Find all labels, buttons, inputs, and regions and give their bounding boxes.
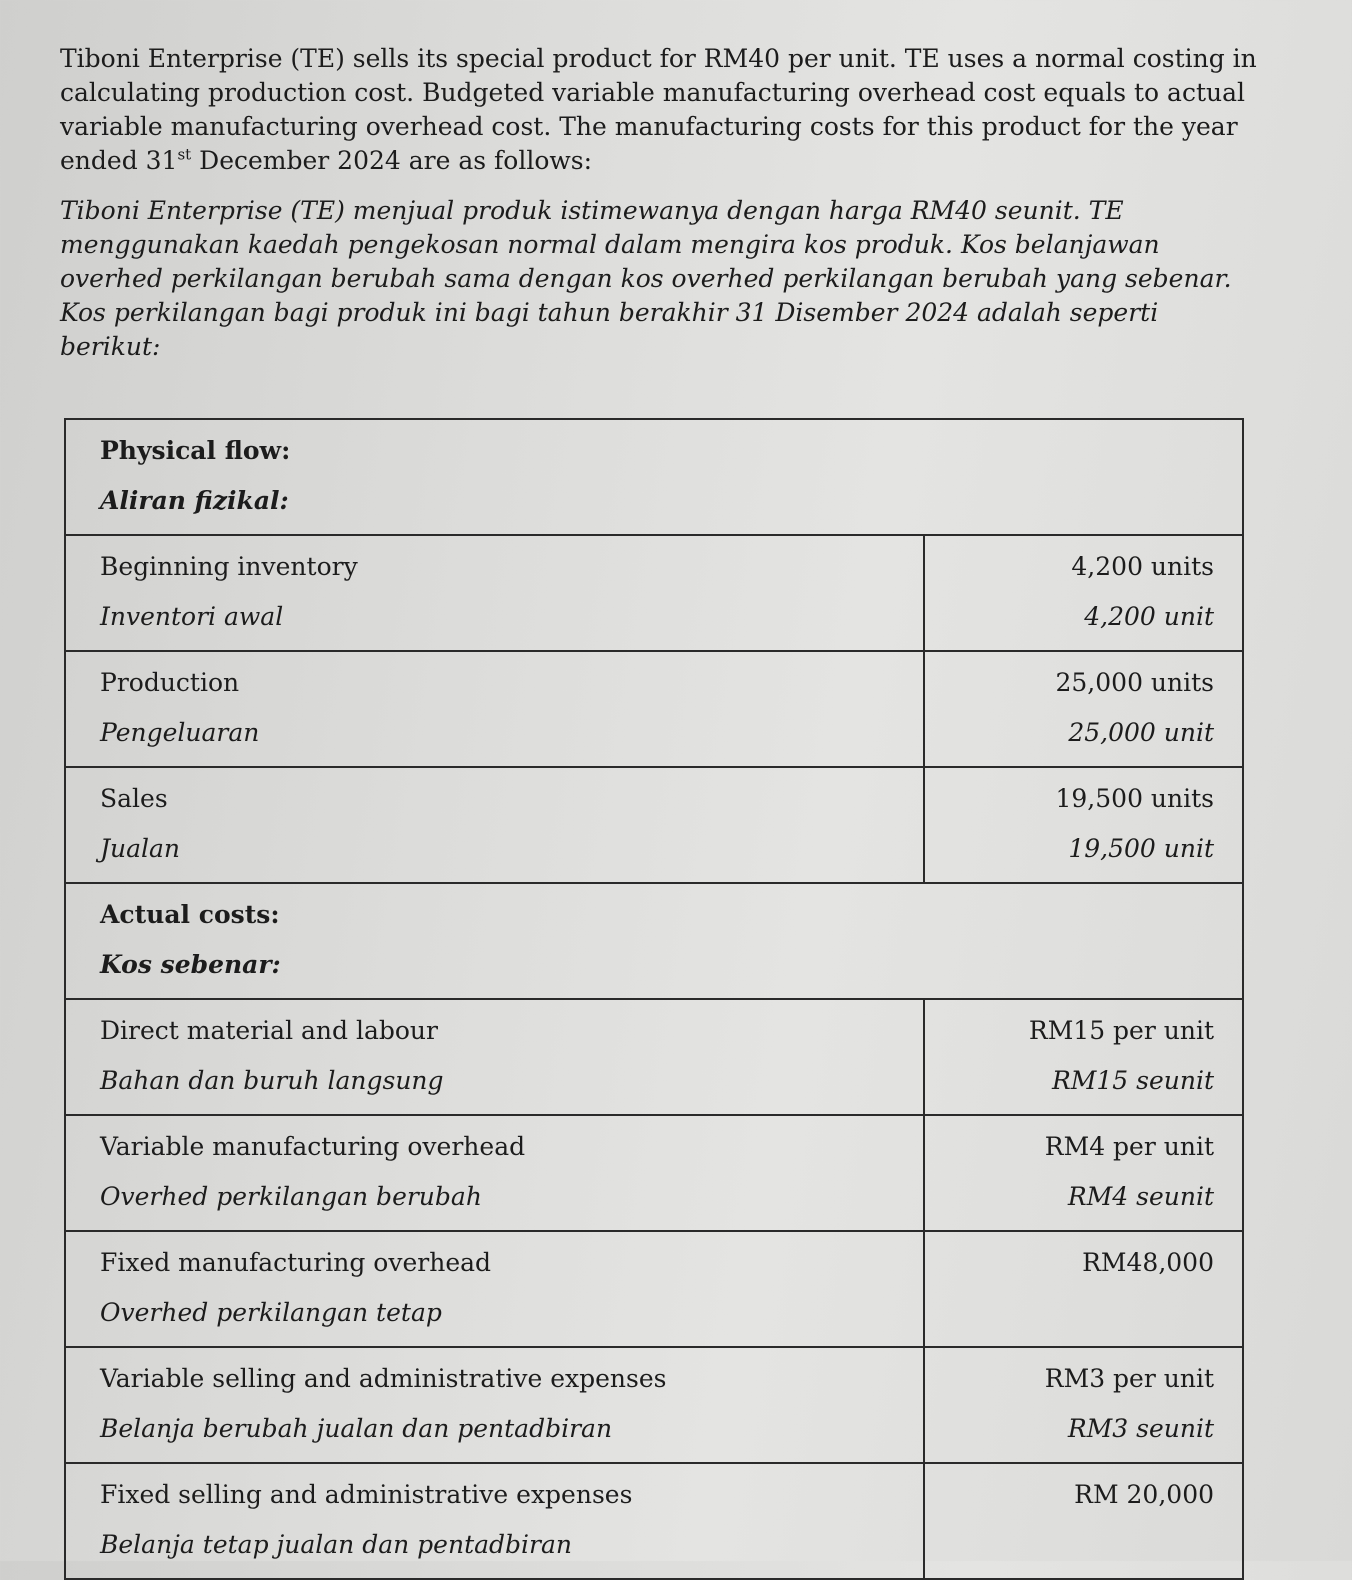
value-en: RM48,000 [1082, 1248, 1214, 1277]
label-en: Fixed selling and administrative expenses [100, 1480, 633, 1509]
row-label [65, 767, 924, 883]
label-ms: Jualan [100, 834, 181, 863]
table-row [65, 535, 1243, 651]
value-en: RM 20,000 [1074, 1480, 1214, 1509]
physical-flow-heading [65, 419, 1243, 535]
ordinal-suffix: st [177, 145, 192, 164]
label-ms: Bahan dan buruh langsung [100, 1066, 444, 1095]
row-label [65, 1463, 924, 1579]
value-ms: RM3 seunit [1067, 1414, 1214, 1443]
label-en: Fixed manufacturing overhead [100, 1248, 492, 1277]
actual-costs-heading-en: Actual costs: [100, 900, 280, 929]
row-value [924, 767, 1243, 883]
value-en: RM4 per unit [1044, 1132, 1214, 1161]
label-ms: Overhed perkilangan tetap [100, 1298, 442, 1327]
intro-english-text-end: December 2024 are as follows: [191, 146, 593, 175]
table-row [65, 1231, 1243, 1347]
table-row [65, 1463, 1243, 1579]
label-ms: Pengeluaran [100, 718, 260, 747]
label-ms: Belanja tetap jualan dan pentadbiran [100, 1530, 572, 1559]
physical-flow-heading-ms: Aliran fizikal: [100, 486, 289, 515]
section-header-actual-costs [65, 883, 1243, 999]
row-label [65, 535, 924, 651]
row-label [65, 1231, 924, 1347]
value-ms: 19,500 unit [1068, 834, 1214, 863]
row-value [924, 1115, 1243, 1231]
label-en: Beginning inventory [100, 552, 358, 581]
label-en: Production [100, 668, 240, 697]
row-value [924, 999, 1243, 1115]
row-value [924, 1463, 1243, 1579]
table-row [65, 651, 1243, 767]
value-en: RM3 per unit [1044, 1364, 1214, 1393]
row-label [65, 1347, 924, 1463]
actual-costs-heading-ms: Kos sebenar: [100, 950, 281, 979]
label-en: Variable manufacturing overhead [100, 1132, 526, 1161]
value-ms: 25,000 unit [1068, 718, 1214, 747]
value-en: 4,200 units [1071, 552, 1214, 581]
label-ms: Overhed perkilangan berubah [100, 1182, 482, 1211]
row-label [65, 651, 924, 767]
row-value [924, 535, 1243, 651]
label-en: Variable selling and administrative expenses [100, 1364, 667, 1393]
label-en: Sales [100, 784, 168, 813]
table-row [65, 1115, 1243, 1231]
row-value [924, 651, 1243, 767]
row-label [65, 1115, 924, 1231]
value-en: 25,000 units [1055, 668, 1214, 697]
section-header-physical-flow [65, 419, 1243, 535]
intro-english [60, 42, 1260, 178]
intro-english-text: Tiboni Enterprise (TE) sells its special product for RM40 per unit. TE uses a normal costing in calculating production cost. Budgeted variable manufacturing overhead cost equals to actual variable manufacturing overhead cost. The manufacturing costs for this product for the year ended 31 [60, 44, 1257, 175]
physical-flow-heading-en: Physical flow: [100, 436, 291, 465]
cost-data-table [64, 418, 1244, 1580]
row-value [924, 1231, 1243, 1347]
value-ms: RM4 seunit [1067, 1182, 1214, 1211]
intro-malay: Tiboni Enterprise (TE) menjual produk istimewanya dengan harga RM40 seunit. TE menggunakan kaedah pengekosan normal dalam mengira kos produk. Kos belanjawan overhed perkilangan berubah sama dengan kos overhed perkilangan berubah yang sebenar. Kos perkilangan bagi produk ini bagi tahun berakhir 31 Disember 2024 adalah seperti berikut: [60, 196, 1232, 361]
label-ms: Inventori awal [100, 602, 284, 631]
row-label [65, 999, 924, 1115]
value-en: 19,500 units [1055, 784, 1214, 813]
table-row [65, 767, 1243, 883]
label-ms: Belanja berubah jualan dan pentadbiran [100, 1414, 613, 1443]
value-en: RM15 per unit [1028, 1016, 1214, 1045]
value-ms: RM15 seunit [1051, 1066, 1214, 1095]
table-row [65, 999, 1243, 1115]
label-en: Direct material and labour [100, 1016, 438, 1045]
actual-costs-heading [65, 883, 1243, 999]
value-ms: 4,200 unit [1084, 602, 1214, 631]
question-intro [60, 42, 1260, 364]
row-value [924, 1347, 1243, 1463]
table-row [65, 1347, 1243, 1463]
